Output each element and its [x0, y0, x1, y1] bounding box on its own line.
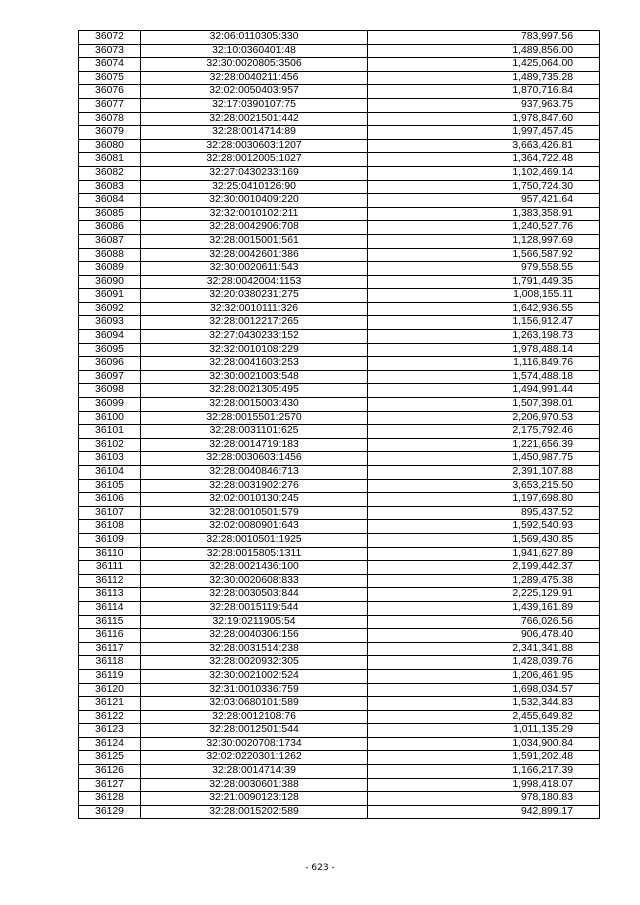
cadastral-number-cell: 32:28:0015119:544: [141, 601, 368, 615]
value-amount-cell: 1,489,856.00: [368, 44, 600, 58]
table-row: [79, 574, 600, 588]
cadastral-number-cell: 32:32:0010111:326: [141, 302, 368, 316]
cadastral-number-cell: 32:28:0012005:1027: [141, 153, 368, 167]
table-row: [79, 697, 600, 711]
cadastral-number-cell: 32:28:0040846:713: [141, 466, 368, 480]
table-row: [79, 126, 600, 140]
row-number-cell: 36108: [79, 520, 141, 534]
table-row: [79, 724, 600, 738]
cadastral-number-cell: 32:28:0042906:708: [141, 221, 368, 235]
value-amount-cell: 1,240,527.76: [368, 221, 600, 235]
cadastral-number-cell: 32:28:0021305:495: [141, 384, 368, 398]
cadastral-number-cell: 32:30:0010409:220: [141, 194, 368, 208]
table-row: [79, 493, 600, 507]
value-amount-cell: 1,450,987.75: [368, 452, 600, 466]
table-row: [79, 275, 600, 289]
table-row: [79, 31, 600, 45]
value-amount-cell: 1,439,161.89: [368, 601, 600, 615]
cadastral-number-cell: 32:28:0041603:253: [141, 357, 368, 371]
row-number-cell: 36129: [79, 805, 141, 819]
table-row: [79, 180, 600, 194]
cadastral-number-cell: 32:28:0015003:430: [141, 398, 368, 412]
cadastral-number-cell: 32:02:0010130:245: [141, 493, 368, 507]
table-row: [79, 601, 600, 615]
cadastral-number-cell: 32:28:0031902:276: [141, 479, 368, 493]
row-number-cell: 36076: [79, 85, 141, 99]
table-row: [79, 751, 600, 765]
value-amount-cell: 2,455,649.82: [368, 710, 600, 724]
table-row: [79, 479, 600, 493]
value-amount-cell: 3,653,215.50: [368, 479, 600, 493]
value-amount-cell: 1,941,627.89: [368, 547, 600, 561]
row-number-cell: 36097: [79, 370, 141, 384]
row-number-cell: 36112: [79, 574, 141, 588]
table-row: [79, 642, 600, 656]
row-number-cell: 36075: [79, 71, 141, 85]
row-number-cell: 36128: [79, 792, 141, 806]
table-row: [79, 98, 600, 112]
row-number-cell: 36121: [79, 697, 141, 711]
cadastral-number-cell: 32:28:0021501:442: [141, 112, 368, 126]
cadastral-number-cell: 32:28:0021436:100: [141, 561, 368, 575]
row-number-cell: 36113: [79, 588, 141, 602]
row-number-cell: 36122: [79, 710, 141, 724]
table-row: [79, 398, 600, 412]
value-amount-cell: 1,383,358.91: [368, 207, 600, 221]
row-number-cell: 36100: [79, 411, 141, 425]
cadastral-number-cell: 32:02:0050403:957: [141, 85, 368, 99]
table-row: [79, 520, 600, 534]
row-number-cell: 36085: [79, 207, 141, 221]
cadastral-number-cell: 32:19:0211905:54: [141, 615, 368, 629]
row-number-cell: 36096: [79, 357, 141, 371]
table-row: [79, 85, 600, 99]
row-number-cell: 36116: [79, 629, 141, 643]
value-amount-cell: 1,507,398.01: [368, 398, 600, 412]
row-number-cell: 36123: [79, 724, 141, 738]
table-row: [79, 411, 600, 425]
row-number-cell: 36079: [79, 126, 141, 140]
cadastral-number-cell: 32:30:0021002:524: [141, 669, 368, 683]
cadastral-number-cell: 32:30:0021003:548: [141, 370, 368, 384]
table-row: [79, 547, 600, 561]
row-number-cell: 36086: [79, 221, 141, 235]
cadastral-number-cell: 32:28:0015501:2570: [141, 411, 368, 425]
table-row: [79, 370, 600, 384]
table-row: [79, 343, 600, 357]
table-row: [79, 466, 600, 480]
row-number-cell: 36111: [79, 561, 141, 575]
value-amount-cell: 1,008,155.11: [368, 289, 600, 303]
table-row: [79, 561, 600, 575]
value-amount-cell: 1,591,202.48: [368, 751, 600, 765]
cadastral-number-cell: 32:28:0030603:1207: [141, 139, 368, 153]
row-number-cell: 36106: [79, 493, 141, 507]
table-row: [79, 289, 600, 303]
value-amount-cell: 766,026.56: [368, 615, 600, 629]
row-number-cell: 36105: [79, 479, 141, 493]
row-number-cell: 36082: [79, 166, 141, 180]
table-row: [79, 452, 600, 466]
row-number-cell: 36080: [79, 139, 141, 153]
value-amount-cell: 906,478.40: [368, 629, 600, 643]
value-amount-cell: 1,116,849.76: [368, 357, 600, 371]
cadastral-number-cell: 32:28:0040306:156: [141, 629, 368, 643]
value-amount-cell: 978,180.83: [368, 792, 600, 806]
value-amount-cell: 1,489,735.28: [368, 71, 600, 85]
row-number-cell: 36125: [79, 751, 141, 765]
table-row: [79, 262, 600, 276]
table-row: [79, 765, 600, 779]
row-number-cell: 36104: [79, 466, 141, 480]
row-number-cell: 36107: [79, 506, 141, 520]
value-amount-cell: 895,437.52: [368, 506, 600, 520]
cadastral-number-cell: 32:28:0030503:844: [141, 588, 368, 602]
row-number-cell: 36103: [79, 452, 141, 466]
row-number-cell: 36098: [79, 384, 141, 398]
row-number-cell: 36077: [79, 98, 141, 112]
value-amount-cell: 1,592,540.93: [368, 520, 600, 534]
cadastral-number-cell: 32:28:0031514:238: [141, 642, 368, 656]
value-amount-cell: 1,642,936.55: [368, 302, 600, 316]
value-amount-cell: 1,978,847.60: [368, 112, 600, 126]
value-amount-cell: 957,421.64: [368, 194, 600, 208]
value-amount-cell: 979,558.55: [368, 262, 600, 276]
cadastral-number-cell: 32:03:0680101:589: [141, 697, 368, 711]
value-amount-cell: 1,206,461.95: [368, 669, 600, 683]
table-row: [79, 234, 600, 248]
row-number-cell: 36101: [79, 425, 141, 439]
value-amount-cell: 1,698,034.57: [368, 683, 600, 697]
table-row: [79, 44, 600, 58]
table-row: [79, 194, 600, 208]
cadastral-number-cell: 32:02:0080901:643: [141, 520, 368, 534]
table-row: [79, 533, 600, 547]
cadastral-number-cell: 32:28:0042601:386: [141, 248, 368, 262]
cadastral-number-cell: 32:20:0380231:275: [141, 289, 368, 303]
cadastral-number-cell: 32:28:0010501:579: [141, 506, 368, 520]
row-number-cell: 36092: [79, 302, 141, 316]
value-amount-cell: 2,206,970.53: [368, 411, 600, 425]
row-number-cell: 36102: [79, 438, 141, 452]
row-number-cell: 36115: [79, 615, 141, 629]
table-row: [79, 506, 600, 520]
row-number-cell: 36114: [79, 601, 141, 615]
cadastral-number-cell: 32:28:0015001:561: [141, 234, 368, 248]
table-row: [79, 316, 600, 330]
row-number-cell: 36084: [79, 194, 141, 208]
cadastral-number-cell: 32:27:0430233:152: [141, 330, 368, 344]
row-number-cell: 36095: [79, 343, 141, 357]
row-number-cell: 36072: [79, 31, 141, 45]
table-row: [79, 683, 600, 697]
table-row: [79, 71, 600, 85]
cadastral-number-cell: 32:06:0110305:330: [141, 31, 368, 45]
row-number-cell: 36093: [79, 316, 141, 330]
value-amount-cell: 1,791,449.35: [368, 275, 600, 289]
cadastral-number-cell: 32:28:0015805:1311: [141, 547, 368, 561]
value-amount-cell: 1,998,418.07: [368, 778, 600, 792]
value-amount-cell: 1,494,991.44: [368, 384, 600, 398]
value-amount-cell: 937,963.75: [368, 98, 600, 112]
cadastral-number-cell: 32:30:0020611:543: [141, 262, 368, 276]
table-row: [79, 669, 600, 683]
value-amount-cell: 1,263,198.73: [368, 330, 600, 344]
table-row: [79, 778, 600, 792]
cadastral-number-cell: 32:17:0390107:75: [141, 98, 368, 112]
row-number-cell: 36087: [79, 234, 141, 248]
table-row: [79, 330, 600, 344]
value-amount-cell: 2,341,341.88: [368, 642, 600, 656]
value-amount-cell: 1,102,469.14: [368, 166, 600, 180]
value-amount-cell: 1,574,488.18: [368, 370, 600, 384]
row-number-cell: 36094: [79, 330, 141, 344]
row-number-cell: 36081: [79, 153, 141, 167]
value-amount-cell: 1,428,039.76: [368, 656, 600, 670]
table-row: [79, 629, 600, 643]
table-row: [79, 139, 600, 153]
value-amount-cell: 942,899.17: [368, 805, 600, 819]
table-row: [79, 153, 600, 167]
table-row: [79, 425, 600, 439]
cadastral-number-cell: 32:28:0040211:456: [141, 71, 368, 85]
row-number-cell: 36073: [79, 44, 141, 58]
table-row: [79, 737, 600, 751]
value-amount-cell: 1,034,900.84: [368, 737, 600, 751]
row-number-cell: 36083: [79, 180, 141, 194]
row-number-cell: 36078: [79, 112, 141, 126]
cadastral-number-cell: 32:28:0042004:1153: [141, 275, 368, 289]
table-row: [79, 615, 600, 629]
value-amount-cell: 2,391,107.88: [368, 466, 600, 480]
row-number-cell: 36126: [79, 765, 141, 779]
cadastral-number-cell: 32:27:0430233:169: [141, 166, 368, 180]
table-row: [79, 805, 600, 819]
value-amount-cell: 1,128,997.69: [368, 234, 600, 248]
value-amount-cell: 2,199,442.37: [368, 561, 600, 575]
page-number: - 623 -: [305, 863, 335, 873]
row-number-cell: 36099: [79, 398, 141, 412]
cadastral-number-cell: 32:31:0010336:759: [141, 683, 368, 697]
table-row: [79, 438, 600, 452]
cadastral-number-cell: 32:10:0360401:48: [141, 44, 368, 58]
cadastral-number-cell: 32:28:0012501:544: [141, 724, 368, 738]
cadastral-number-cell: 32:28:0031101:625: [141, 425, 368, 439]
cadastral-number-cell: 32:28:0015202:589: [141, 805, 368, 819]
row-number-cell: 36120: [79, 683, 141, 697]
table-row: [79, 792, 600, 806]
cadastral-number-cell: 32:02:0220301:1262: [141, 751, 368, 765]
value-amount-cell: 3,663,426.81: [368, 139, 600, 153]
row-number-cell: 36090: [79, 275, 141, 289]
cadastral-number-cell: 32:30:0020805:3506: [141, 58, 368, 72]
value-amount-cell: 1,011,135.29: [368, 724, 600, 738]
value-amount-cell: 1,197,698.80: [368, 493, 600, 507]
row-number-cell: 36109: [79, 533, 141, 547]
value-amount-cell: 1,870,716.84: [368, 85, 600, 99]
cadastral-number-cell: 32:28:0014714:39: [141, 765, 368, 779]
table-row: [79, 112, 600, 126]
cadastral-number-cell: 32:28:0030603:1456: [141, 452, 368, 466]
cadastral-number-cell: 32:32:0010102:211: [141, 207, 368, 221]
value-amount-cell: 783,997.56: [368, 31, 600, 45]
table-row: [79, 166, 600, 180]
value-amount-cell: 1,289,475.38: [368, 574, 600, 588]
value-amount-cell: 1,569,430.85: [368, 533, 600, 547]
table-row: [79, 384, 600, 398]
cadastral-number-cell: 32:28:0030601:388: [141, 778, 368, 792]
value-amount-cell: 1,425,064.00: [368, 58, 600, 72]
table-row: [79, 357, 600, 371]
table-row: [79, 710, 600, 724]
cadastral-number-cell: 32:28:0012217:265: [141, 316, 368, 330]
value-amount-cell: 1,566,587.92: [368, 248, 600, 262]
cadastral-number-cell: 32:32:0010108:229: [141, 343, 368, 357]
value-amount-cell: 1,978,488.14: [368, 343, 600, 357]
row-number-cell: 36127: [79, 778, 141, 792]
value-amount-cell: 1,750,724.30: [368, 180, 600, 194]
cadastral-number-cell: 32:25:0410126:90: [141, 180, 368, 194]
row-number-cell: 36119: [79, 669, 141, 683]
cadastral-number-cell: 32:21:0090123:128: [141, 792, 368, 806]
table-row: [79, 248, 600, 262]
row-number-cell: 36118: [79, 656, 141, 670]
row-number-cell: 36074: [79, 58, 141, 72]
table-row: [79, 207, 600, 221]
row-number-cell: 36091: [79, 289, 141, 303]
table-row: [79, 302, 600, 316]
value-amount-cell: 1,532,344.83: [368, 697, 600, 711]
table-row: [79, 58, 600, 72]
value-amount-cell: 1,364,722.48: [368, 153, 600, 167]
table-row: [79, 221, 600, 235]
value-amount-cell: 1,156,912.47: [368, 316, 600, 330]
row-number-cell: 36110: [79, 547, 141, 561]
table-body: [79, 31, 600, 819]
cadastral-number-cell: 32:28:0014714:89: [141, 126, 368, 140]
table-row: [79, 656, 600, 670]
cadastral-number-cell: 32:28:0012108:76: [141, 710, 368, 724]
row-number-cell: 36089: [79, 262, 141, 276]
cadastral-number-cell: 32:30:0020708:1734: [141, 737, 368, 751]
value-amount-cell: 1,221,656.39: [368, 438, 600, 452]
cadastral-value-table: [78, 30, 600, 819]
row-number-cell: 36124: [79, 737, 141, 751]
cadastral-number-cell: 32:28:0020932:305: [141, 656, 368, 670]
row-number-cell: 36117: [79, 642, 141, 656]
row-number-cell: 36088: [79, 248, 141, 262]
value-amount-cell: 1,166,217.39: [368, 765, 600, 779]
cadastral-number-cell: 32:28:0010501:1925: [141, 533, 368, 547]
cadastral-number-cell: 32:28:0014719:183: [141, 438, 368, 452]
table-row: [79, 588, 600, 602]
value-amount-cell: 2,175,792.46: [368, 425, 600, 439]
value-amount-cell: 2,225,129.91: [368, 588, 600, 602]
value-amount-cell: 1,997,457.45: [368, 126, 600, 140]
cadastral-number-cell: 32:30:0020608:833: [141, 574, 368, 588]
